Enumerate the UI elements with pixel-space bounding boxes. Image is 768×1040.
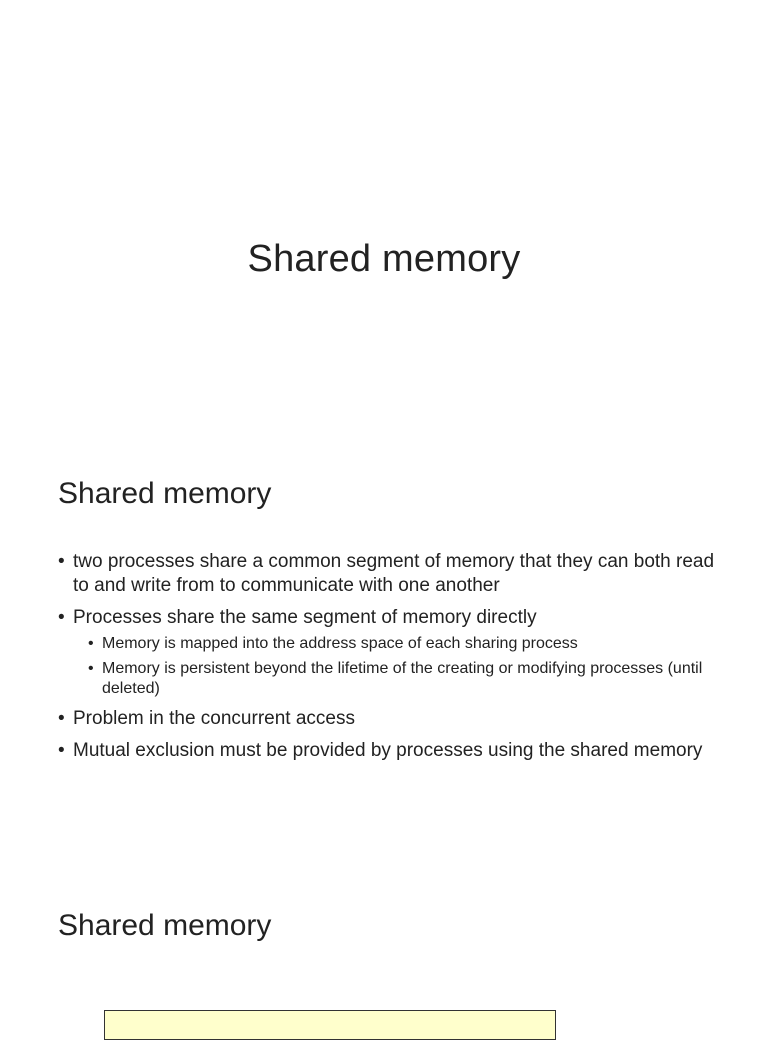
slide-1-title: Shared memory [247,238,521,280]
bullet-item [58,707,718,731]
bullet-item [58,739,718,763]
slide-2-title: Shared memory [58,477,272,510]
bullet-text: Problem in the concurrent access [73,708,355,729]
slide-2-bullet-list [58,550,718,771]
bullet-text: Mutual exclusion must be provided by processes using the shared memory [73,740,703,761]
bullet-item [58,606,718,699]
sub-bullet-item: • Memory is mapped into the address space of each sharing process [88,634,718,654]
slide-3-title: Shared memory [58,909,272,942]
bullet-item [58,550,718,598]
sub-bullet-list [73,634,718,699]
bullet-text: two processes share a common segment of memory that they can both read to and write from to communicate with one another [73,551,715,596]
bullet-text: Processes share the same segment of memory directly [73,607,537,628]
sub-bullet-item: • Memory is persistent beyond the lifetime of the creating or modifying processes (until deleted) [88,659,718,699]
diagram-box [104,1010,556,1040]
